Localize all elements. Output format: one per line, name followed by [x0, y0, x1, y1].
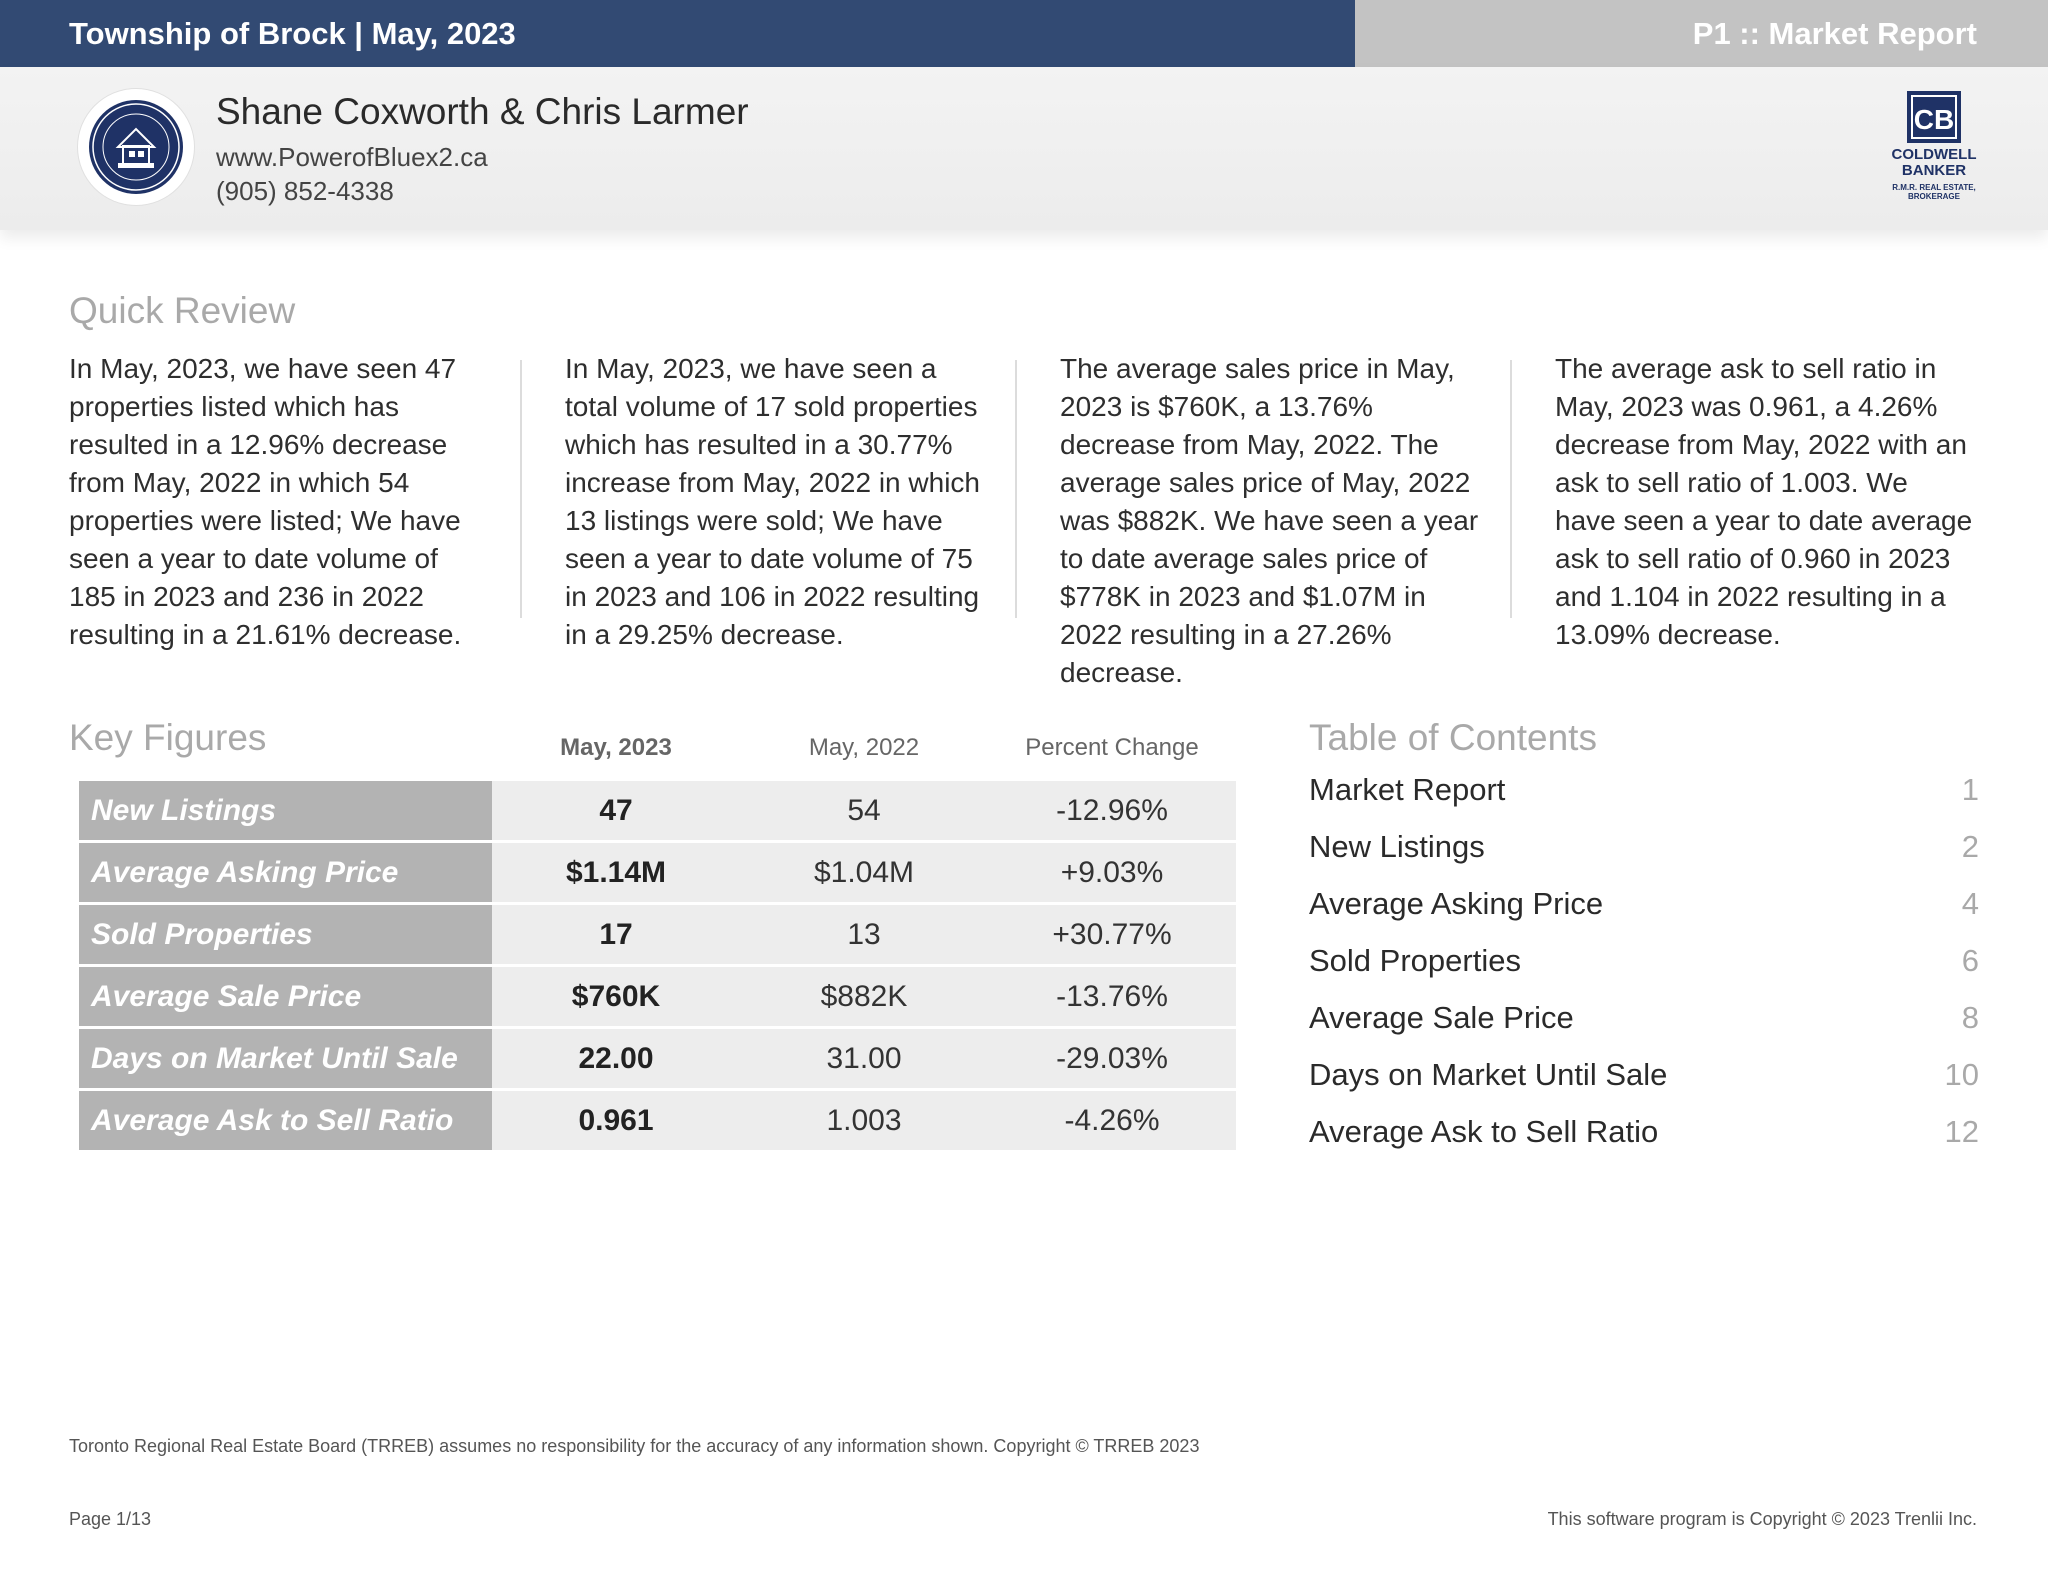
coldwell-banker-logo-icon: [1884, 91, 1984, 211]
value-change: +9.03%: [1060, 856, 1164, 889]
agent-website[interactable]: www.PowerofBluex2.ca: [216, 142, 488, 172]
toc-item-sold-properties[interactable]: [1309, 943, 1979, 987]
page-number: Page 1/13: [69, 1509, 152, 1529]
value-change: -4.26%: [1064, 1104, 1160, 1137]
toc-item-page: 4: [1961, 886, 1979, 921]
row-label: Days on Market Until Sale: [79, 1029, 492, 1088]
agent-header: [0, 67, 2048, 230]
value-change: -12.96%: [1056, 794, 1168, 827]
row-label: Sold Properties: [79, 905, 492, 964]
toc-item-label: Average Asking Price: [1309, 886, 1604, 921]
toc-item-market-report[interactable]: [1309, 772, 1979, 816]
quick-review-new-listings: In May, 2023, we have seen 47 properties listed which has resulted in a 12.96% decrease from May, 2022 in which 54 properties were listed; We have seen a year to date volume of 185 in 2023 and 236 in 2022 resulting in a 21.61% decrease.: [69, 353, 462, 650]
toc-item-average-asking-price[interactable]: [1309, 886, 1979, 930]
value-current: 17: [599, 918, 633, 951]
table-row: [79, 843, 1236, 902]
value-current: 47: [599, 794, 633, 827]
value-change: -13.76%: [1056, 980, 1168, 1013]
row-label: Average Ask to Sell Ratio: [79, 1091, 492, 1150]
value-previous: 31.00: [826, 1042, 902, 1075]
toc-item-label: New Listings: [1309, 829, 1485, 864]
toc-item-page: 6: [1961, 943, 1979, 978]
cb-line3: R.M.R. REAL ESTATE,: [1892, 183, 1976, 192]
toc-item-new-listings[interactable]: [1309, 829, 1979, 873]
column-divider: [1015, 360, 1017, 618]
toc-item-page: 8: [1961, 1000, 1979, 1035]
software-copyright: This software program is Copyright © 2023 Trenlii Inc.: [1547, 1509, 1977, 1529]
table-row: [79, 967, 1236, 1026]
value-previous: 13: [847, 918, 881, 951]
toc-item-page: 10: [1944, 1057, 1979, 1092]
column-header-change: Percent Change: [1025, 734, 1199, 761]
value-current: 22.00: [578, 1042, 654, 1075]
toc-item-page: 1: [1961, 772, 1979, 807]
cb-line1: COLDWELL: [1891, 146, 1977, 163]
svg-text:CB: CB: [1913, 104, 1955, 135]
quick-review-sale-price: The average sales price in May, 2023 is $760K, a 13.76% decrease from May, 2022. The average sales price of May, 2022 was $882K. We have seen a year to date average sales price of $778K in 2023 and $1.07M in 2022 resulting in a 27.26% decrease.: [1060, 353, 1479, 688]
value-previous: 1.003: [826, 1104, 902, 1137]
value-current: 0.961: [578, 1104, 654, 1137]
quick-review-sold-properties: In May, 2023, we have seen a total volume of 17 sold properties which has resulted in a 30.77% increase from May, 2022 in which 13 listings were sold; We have seen a year to date volume of 75 in 2023 and 106 in 2022 resulting in a 29.25% decrease.: [565, 353, 980, 650]
column-header-current: May, 2023: [560, 734, 672, 761]
toc-item-label: Average Sale Price: [1309, 1000, 1574, 1035]
table-row: [79, 905, 1236, 964]
value-change: +30.77%: [1052, 918, 1172, 951]
value-current: $1.14M: [565, 856, 667, 889]
table-row: [79, 781, 1236, 840]
toc-item-page: 12: [1944, 1114, 1979, 1149]
toc-item-label: Days on Market Until Sale: [1309, 1057, 1668, 1092]
house-seal-logo-icon: [78, 89, 194, 205]
column-divider: [1510, 360, 1512, 618]
agent-name: Shane Coxworth & Chris Larmer: [216, 91, 749, 132]
quick-review-heading: Quick Review: [69, 290, 296, 331]
value-change: -29.03%: [1056, 1042, 1168, 1075]
key-figures-heading: Key Figures: [69, 717, 267, 758]
row-label: New Listings: [79, 781, 492, 840]
value-previous: $1.04M: [813, 856, 915, 889]
value-previous: 54: [847, 794, 881, 827]
toc-item-page: 2: [1961, 829, 1979, 864]
column-header-previous: May, 2022: [808, 734, 920, 761]
toc-item-label: Average Ask to Sell Ratio: [1309, 1114, 1659, 1149]
row-label: Average Asking Price: [79, 843, 492, 902]
toc-item-ask-to-sell-ratio[interactable]: [1309, 1114, 1979, 1158]
table-of-contents-heading: Table of Contents: [1309, 717, 1597, 758]
report-location-date: Township of Brock | May, 2023: [0, 0, 1355, 67]
trreb-disclaimer: Toronto Regional Real Estate Board (TRREB) assumes no responsibility for the accuracy of any information shown. Copyright © TRREB 2023: [69, 1436, 1200, 1456]
toc-item-average-sale-price[interactable]: [1309, 1000, 1979, 1044]
column-divider: [520, 360, 522, 618]
quick-review-ask-to-sell: The average ask to sell ratio in May, 2023 was 0.961, a 4.26% decrease from May, 2022 with an ask to sell ratio of 1.003. We have seen a year to date average ask to sell ratio of 0.960 in 2023 and 1.104 in 2022 resulting in a 13.09% decrease.: [1555, 353, 1973, 650]
row-label: Average Sale Price: [79, 967, 492, 1026]
cb-line4: BROKERAGE: [1907, 192, 1961, 201]
toc-item-label: Market Report: [1309, 772, 1506, 807]
table-row: [79, 1091, 1236, 1150]
top-bar: [0, 0, 2048, 67]
toc-item-days-on-market[interactable]: [1309, 1057, 1979, 1101]
table-row: [79, 1029, 1236, 1088]
value-previous: $882K: [820, 980, 908, 1013]
toc-item-label: Sold Properties: [1309, 943, 1521, 978]
agent-phone: (905) 852-4338: [216, 176, 394, 206]
cb-line2: BANKER: [1901, 162, 1967, 179]
value-current: $760K: [571, 980, 661, 1013]
report-page-title: P1 :: Market Report: [1355, 0, 2048, 67]
